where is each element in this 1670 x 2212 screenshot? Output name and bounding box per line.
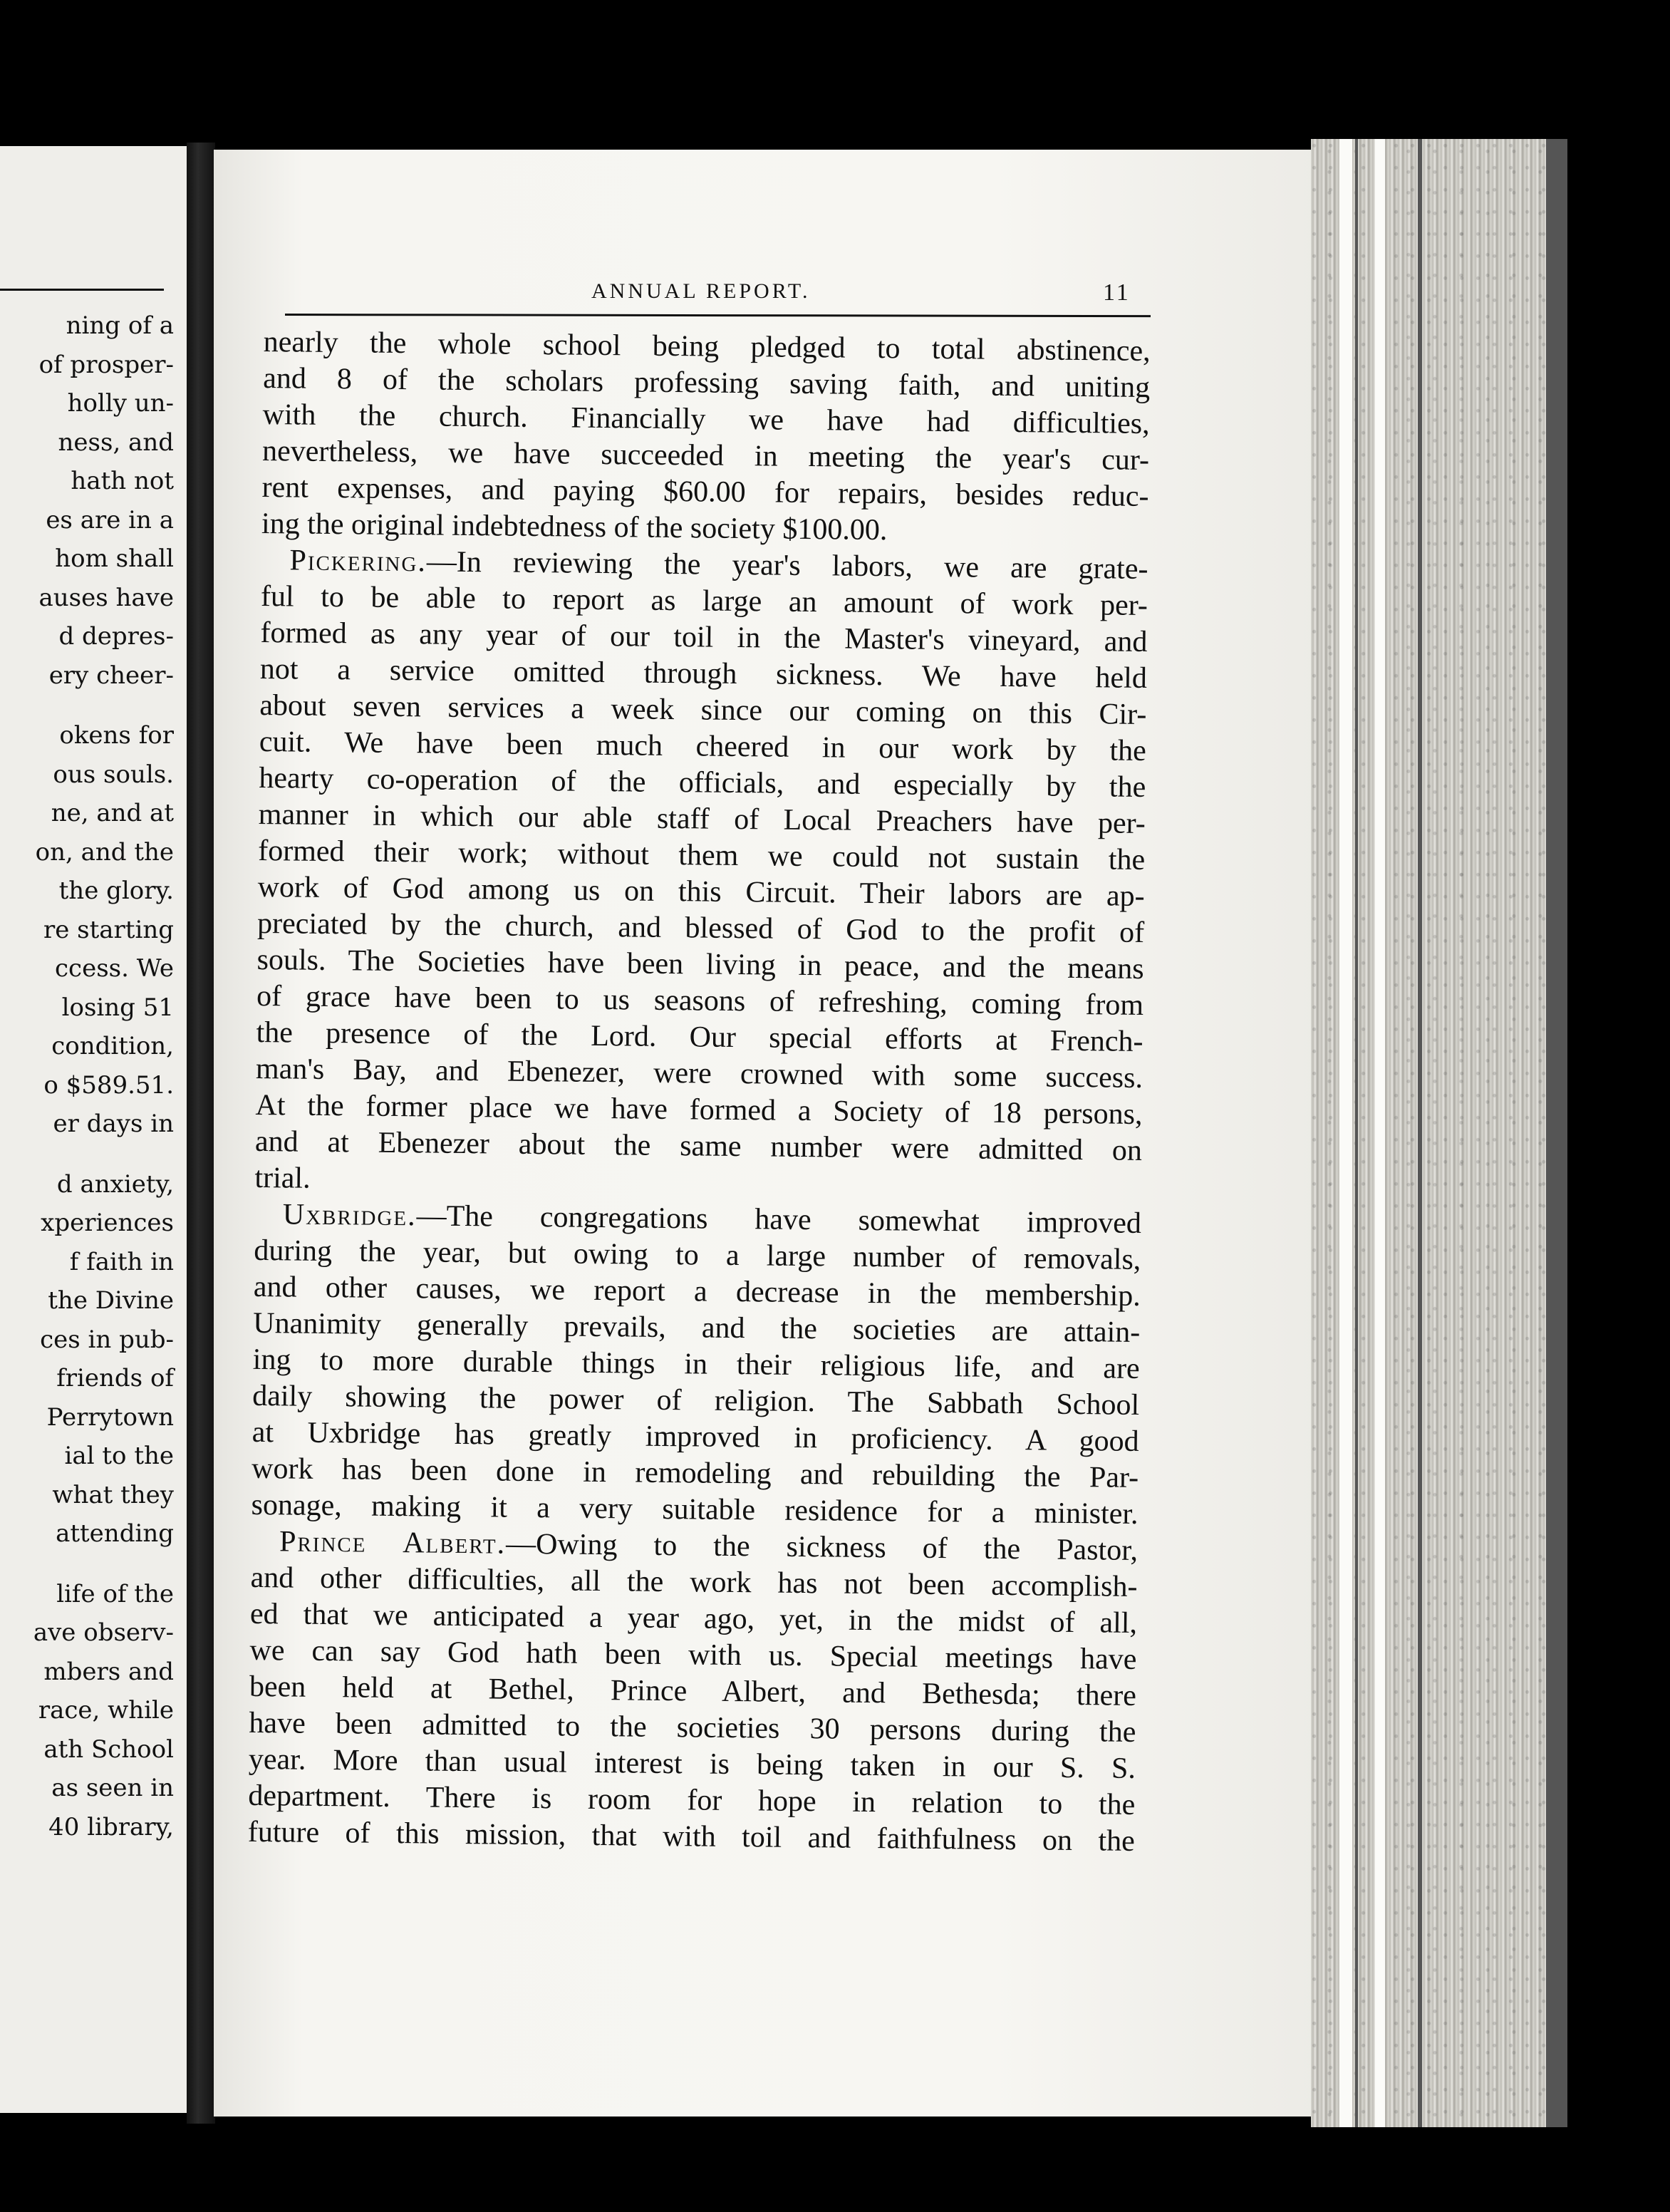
text-line: —In reviewing the year's labors, we are grate- <box>426 545 1148 586</box>
text-line: work has been done in remodeling and rebuilding the Par- <box>251 1452 1139 1494</box>
text-line: preciated by the church, and blessed of God to the profit of <box>256 906 1145 949</box>
left-line: d anxiety, <box>56 1169 174 1199</box>
text-line: of grace have been to us seasons of refreshing, coming from <box>256 979 1144 1022</box>
left-line: life of the <box>56 1579 174 1608</box>
text-line: manner in which our able staff of Local Preachers have per- <box>258 797 1146 840</box>
left-line: of prosper- <box>38 350 174 379</box>
text-line: during the year, but owing to a large number of removals, <box>254 1234 1141 1276</box>
left-line: what they <box>52 1480 174 1509</box>
text-line: and other causes, we report a decrease in the membership. <box>253 1270 1141 1313</box>
left-line: hath not <box>71 467 174 495</box>
left-page-text <box>0 306 174 1846</box>
text-line: sonage, making it a very suitable residence for a minister. <box>251 1488 1139 1531</box>
left-line: 40 library, <box>48 1812 174 1841</box>
text-line: daily showing the power of religion. The Sabbath School <box>252 1379 1140 1422</box>
left-line: ous souls. <box>53 760 174 789</box>
text-line: formed their work; without them we could not sustain the <box>258 834 1146 877</box>
text-line: and at Ebenezer about the same number were admitted on <box>254 1125 1143 1167</box>
left-line: ces in pub- <box>40 1325 174 1354</box>
text-line: with the church. Financially we have had difficulties, <box>262 398 1150 441</box>
left-line: Perrytown <box>46 1402 174 1432</box>
report-body <box>248 324 1154 1860</box>
left-line: condition, <box>51 1032 174 1060</box>
left-paragraph-gap <box>0 1144 174 1165</box>
page-edge-white-band <box>1375 139 1385 2127</box>
left-line: ath School <box>43 1735 174 1764</box>
left-paragraph-gap <box>0 1554 174 1575</box>
text-line: not a service omitted through sickness. We have held <box>259 652 1148 696</box>
left-line: okens for <box>59 721 174 750</box>
text-line: work of God among us on this Circuit. Their labors are ap- <box>257 870 1145 913</box>
left-paragraph-gap <box>0 695 174 716</box>
left-line: the glory. <box>58 877 174 905</box>
text-line: —Owing to the sickness of the Pastor, <box>505 1527 1139 1567</box>
text-line: and 8 of the scholars professing saving faith, and uniting <box>262 361 1151 405</box>
text-line: ing to more durable things in their religious life, and are <box>252 1343 1140 1385</box>
book-gutter <box>187 143 215 2124</box>
text-line: we can say God hath been with us. Special meetings have <box>249 1633 1137 1676</box>
text-line: have been admitted to the societies 30 persons during the <box>249 1706 1136 1749</box>
left-header-rule <box>0 289 164 291</box>
left-line: as seen in <box>51 1774 174 1802</box>
text-line: formed as any year of our toil in the Master's vineyard, and <box>260 616 1148 659</box>
text-line: been held at Bethel, Prince Albert, and Bethesda; there <box>249 1670 1137 1712</box>
text-line: Unanimity generally prevails, and the societies are attain- <box>253 1306 1141 1349</box>
left-line: mbers and <box>43 1657 174 1686</box>
text-line: at Uxbridge has greatly improved in proficiency. A good <box>251 1415 1139 1458</box>
left-line: friends of <box>56 1364 174 1392</box>
left-line: hom shall <box>55 544 174 573</box>
left-line: ning of a <box>66 311 174 340</box>
left-line: ness, and <box>58 428 174 457</box>
left-line: o $589.51. <box>43 1070 174 1100</box>
text-line: ful to be able to report as large an amount of work per- <box>260 579 1148 623</box>
text-line: department. There is room for hope in relation to the <box>248 1779 1136 1821</box>
left-line: ne, and at <box>51 799 174 827</box>
left-line: d depres- <box>58 622 174 651</box>
left-line: holly un- <box>67 389 174 418</box>
left-line: ial to the <box>64 1442 174 1470</box>
text-line: nearly the whole school being pledged to total abstinence, <box>263 325 1151 368</box>
text-line: future of this mission, that with toil and faithfulness on the <box>247 1815 1136 1858</box>
text-line: cuit. We have been much cheered in our work by the <box>259 725 1147 768</box>
left-line: ccess. We <box>54 954 174 983</box>
left-line: auses have <box>38 583 174 612</box>
text-line: year. More than usual interest is being taken in our S. S. <box>248 1742 1136 1785</box>
text-line: man's Bay, and Ebenezer, were crowned with some success. <box>255 1052 1143 1095</box>
page-edge-dark-band <box>1418 139 1422 2127</box>
text-line: rent expenses, and paying $60.00 for repairs, besides reduc- <box>261 470 1149 514</box>
left-line: race, while <box>38 1696 174 1725</box>
text-line: and other difficulties, all the work has not been accomplish- <box>250 1561 1138 1603</box>
text-line: At the former place we have formed a Society of 18 persons, <box>255 1088 1143 1131</box>
text-line: souls. The Societies have been living in peace, and the means <box>256 943 1144 986</box>
left-line: attending <box>56 1519 174 1548</box>
page-edge-stack <box>1311 139 1567 2127</box>
text-line: trial. <box>254 1161 311 1195</box>
page-edge-white-band <box>1339 139 1352 2127</box>
left-line: er days in <box>53 1110 174 1138</box>
text-line: hearty co-operation of the officials, and especially by the <box>259 761 1146 805</box>
left-line: f faith in <box>69 1247 174 1276</box>
left-line: xperiences <box>41 1209 174 1237</box>
running-header-title: ANNUAL REPORT. <box>591 279 811 303</box>
text-line: ing the original indebtedness of the society $100.00. <box>261 507 888 547</box>
page-number: 11 <box>1103 279 1131 306</box>
page-edge-dark-band <box>1546 139 1567 2127</box>
left-line: on, and the <box>35 837 174 867</box>
section-heading-uxbridge: Uxbridge. <box>282 1198 417 1233</box>
section-heading-pickering: Pickering. <box>289 544 427 579</box>
left-line: es are in a <box>46 505 174 534</box>
left-line: the Divine <box>48 1286 174 1315</box>
page-edge-dark-band <box>1355 139 1358 2127</box>
text-line: —The congregations have somewhat improved <box>416 1199 1142 1240</box>
text-line: about seven services a week since our coming on this Cir- <box>259 688 1147 732</box>
left-line: re starting <box>43 915 174 944</box>
text-line: nevertheless, we have succeeded in meeting the year's cur- <box>261 434 1150 477</box>
left-line: losing 51 <box>61 993 174 1022</box>
left-line: ery cheer- <box>48 661 174 690</box>
text-line: ed that we anticipated a year ago, yet, in the midst of all, <box>249 1597 1138 1640</box>
text-line: the presence of the Lord. Our special efforts at French- <box>256 1015 1143 1058</box>
section-heading-prince-albert: Prince Albert. <box>279 1525 507 1561</box>
left-facing-page <box>0 146 191 2113</box>
left-line: ave observ- <box>33 1618 174 1647</box>
